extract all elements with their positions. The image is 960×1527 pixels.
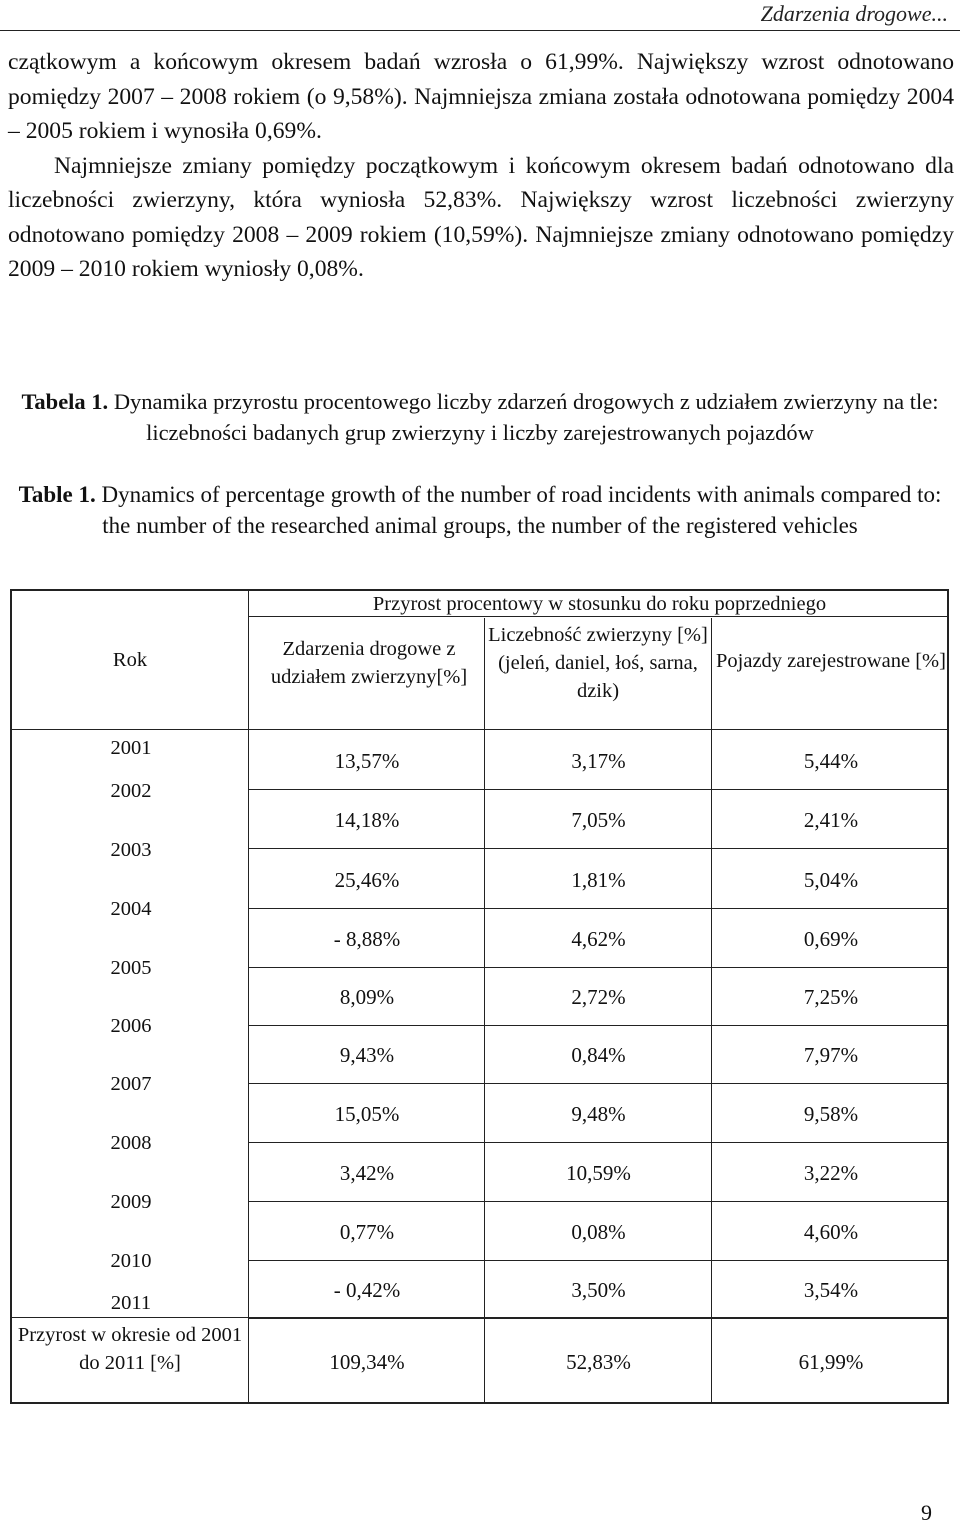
header-rok: Rok: [112, 649, 148, 671]
table-cell: 0,77%: [339, 1220, 395, 1244]
table-cell: 1,81%: [571, 868, 626, 892]
table-cell: 9,43%: [339, 1043, 395, 1067]
table-cell: 3,42%: [339, 1161, 395, 1185]
table-cell: 3,54%: [803, 1278, 859, 1302]
caption-label-pl: Tabela 1.: [21, 389, 109, 414]
table-cell: 5,04%: [803, 868, 859, 892]
table-cell: 5,44%: [803, 749, 859, 773]
year-label: 2011: [110, 1292, 152, 1314]
table-cell: 3,17%: [571, 749, 626, 773]
page-number: 9: [921, 1500, 932, 1525]
header-animals: Liczebność zwierzyny [%] (jeleń, daniel, łoś, sarna, dzik): [488, 624, 708, 702]
year-label: 2002: [110, 780, 152, 802]
row-divider: [248, 908, 947, 909]
table-cell: 9,48%: [571, 1102, 626, 1126]
table-cell: 9,58%: [803, 1102, 859, 1126]
caption-text-en: Dynamics of percentage growth of the number of road incidents with animals compared to: the number of the researched animal groups, the number of the registered vehicles: [95, 482, 942, 538]
table-cell: 15,05%: [334, 1102, 400, 1126]
table-cell: 4,60%: [803, 1220, 859, 1244]
header-incidents: Zdarzenia drogowe z udziałem zwierzyny[%]: [270, 638, 468, 688]
table-cell: - 8,88%: [333, 927, 401, 951]
year-label: 2004: [110, 898, 152, 920]
row-divider: [248, 1318, 947, 1319]
year-label: 2008: [110, 1132, 152, 1154]
header-bottom-divider: [12, 729, 947, 730]
year-label: 2010: [110, 1250, 152, 1272]
running-header: [0, 0, 960, 31]
row-divider: [248, 1025, 947, 1026]
data-table: [10, 589, 949, 1404]
table-caption-pl: [8, 386, 952, 448]
table-cell: 7,05%: [571, 808, 626, 832]
table-cell: 7,25%: [803, 985, 859, 1009]
table-cell: 4,62%: [571, 927, 626, 951]
table-cell: - 0,42%: [333, 1278, 401, 1302]
row-divider: [248, 789, 947, 790]
row-divider: [248, 1083, 947, 1084]
total-cell: 109,34%: [329, 1350, 405, 1374]
year-label: 2007: [110, 1073, 152, 1095]
header-vehicles: Pojazdy zarejestrowane [%]: [716, 650, 946, 672]
table-caption-en: [8, 479, 952, 541]
table-cell: 3,50%: [571, 1278, 626, 1302]
caption-text-pl: Dynamika przyrostu procentowego liczby zdarzeń drogowych z udziałem zwierzyny na tle: liczebności badanych grup zwierzyny i liczby zarejestrowanych pojazdów: [108, 389, 939, 445]
table-cell: 7,97%: [803, 1043, 859, 1067]
year-label: 2009: [110, 1191, 152, 1213]
total-cell: 52,83%: [566, 1350, 631, 1374]
total-cell: 61,99%: [798, 1350, 864, 1374]
row-divider: [248, 1201, 947, 1202]
running-title: Zdarzenia drogowe...: [760, 1, 948, 26]
table-cell: 14,18%: [334, 808, 400, 832]
table-cell: 10,59%: [566, 1161, 631, 1185]
row-divider: [248, 967, 947, 968]
table-cell: 2,72%: [571, 985, 626, 1009]
total-row-divider: [12, 1317, 947, 1318]
table-cell: 3,22%: [803, 1161, 859, 1185]
table-cell: 0,84%: [571, 1043, 626, 1067]
table-cell: 2,41%: [803, 808, 859, 832]
col-divider-1: [484, 618, 485, 1402]
table-cell: 0,69%: [803, 927, 859, 951]
col-divider-2: [711, 618, 712, 1402]
year-label: 2003: [110, 839, 152, 861]
col-divider-rok: [248, 591, 249, 1402]
row-divider: [248, 1260, 947, 1261]
year-label: 2001: [110, 737, 152, 759]
year-label: 2006: [110, 1015, 152, 1037]
paragraph-1: czątkowym a końcowym okresem badań wzrosła o 61,99%. Największy wzrost odnotowano pomiędzy 2007 – 2008 rokiem (o 9,58%). Najmniejsza zmiana została odnotowana pomiędzy 2004 – 2005 rokiem i wynosiła 0,69%.: [8, 49, 954, 144]
body-text: [8, 45, 954, 287]
total-row-label: Przyrost w okresie od 2001 do 2011 [%]: [17, 1324, 243, 1374]
row-divider: [248, 848, 947, 849]
caption-label-en: Table 1.: [18, 482, 96, 507]
table-cell: 13,57%: [334, 749, 400, 773]
row-divider: [248, 1142, 947, 1143]
table-cell: 0,08%: [571, 1220, 626, 1244]
paragraph-2: Najmniejsze zmiany pomiędzy początkowym i końcowym okresem badań odnotowano dla liczebności zwierzyny, która wyniosła 52,83%. Największy wzrost liczebności zwierzyny odnotowano pomiędzy 2008 – 2009 rokiem (10,59%). Najmniejsze zmiany odnotowano pomiędzy 2009 – 2010 rokiem wyniosły 0,08%.: [8, 152, 954, 282]
table-cell: 8,09%: [339, 985, 395, 1009]
year-label: 2005: [110, 957, 152, 979]
header-group: Przyrost procentowy w stosunku do roku poprzedniego: [372, 593, 827, 615]
table-cell: 25,46%: [334, 868, 400, 892]
